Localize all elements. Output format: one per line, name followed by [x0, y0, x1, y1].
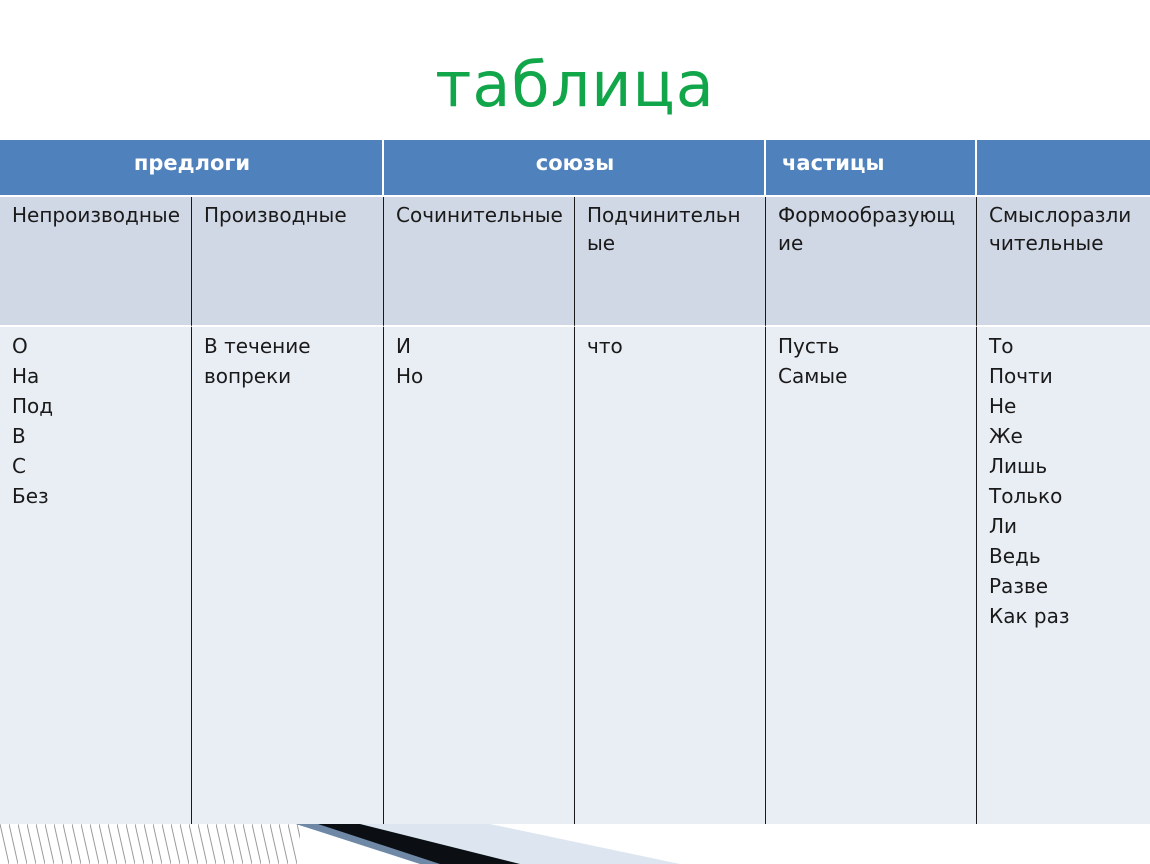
table-cell-word: Лишь	[989, 454, 1048, 478]
table-cell-word: Как раз	[989, 604, 1070, 628]
table-cell-word: Почти	[989, 364, 1053, 388]
table-cell-word: что	[587, 334, 623, 358]
table-cell-word: И	[396, 334, 411, 358]
subheader-semantic: Смыслоразличительные	[977, 197, 1150, 327]
subheader-nonderivative: Непроизводные	[0, 197, 192, 327]
table-cell-word: О	[12, 334, 28, 358]
subheader-formative: Формообразующие	[766, 197, 977, 327]
header-conjunctions: союзы	[384, 140, 766, 197]
table-cell-word: С	[12, 454, 26, 478]
column-derivative	[192, 327, 384, 824]
subheader-subordinating: Подчинительные	[575, 197, 766, 327]
header-empty	[977, 140, 1150, 197]
column-coordinating	[384, 327, 575, 824]
table-cell-word: Не	[989, 394, 1017, 418]
column-formative	[766, 327, 977, 824]
table-cell-word: Ведь	[989, 544, 1041, 568]
table-cell-word: Же	[989, 424, 1023, 448]
table-cell-word: То	[989, 334, 1014, 358]
table-cell-word: Ли	[989, 514, 1018, 538]
column-nonderivative	[0, 327, 192, 824]
table-cell-word: вопреки	[204, 364, 292, 388]
table-cell-word: В течение	[204, 334, 311, 358]
table-cell-word: Только	[989, 484, 1063, 508]
table-cell-word: Самые	[778, 364, 848, 388]
header-particles: частицы	[766, 140, 977, 197]
comparison-table	[0, 140, 1150, 824]
hatch-stripes	[0, 824, 300, 864]
column-subordinating	[575, 327, 766, 824]
table-cell-word: Под	[12, 394, 54, 418]
subheader-derivative: Производные	[192, 197, 384, 327]
table-cell-word: На	[12, 364, 40, 388]
table-cell-word: Пусть	[778, 334, 840, 358]
decorative-footer	[0, 824, 1150, 864]
table-cell-word: В	[12, 424, 26, 448]
table-cell-word: Разве	[989, 574, 1049, 598]
slide-title: таблица	[435, 48, 715, 121]
header-prepositions: предлоги	[0, 140, 384, 197]
table-cell-word: Без	[12, 484, 49, 508]
table-cell-word: Но	[396, 364, 424, 388]
column-semantic	[977, 327, 1150, 824]
subheader-coordinating: Сочинительные	[384, 197, 575, 327]
